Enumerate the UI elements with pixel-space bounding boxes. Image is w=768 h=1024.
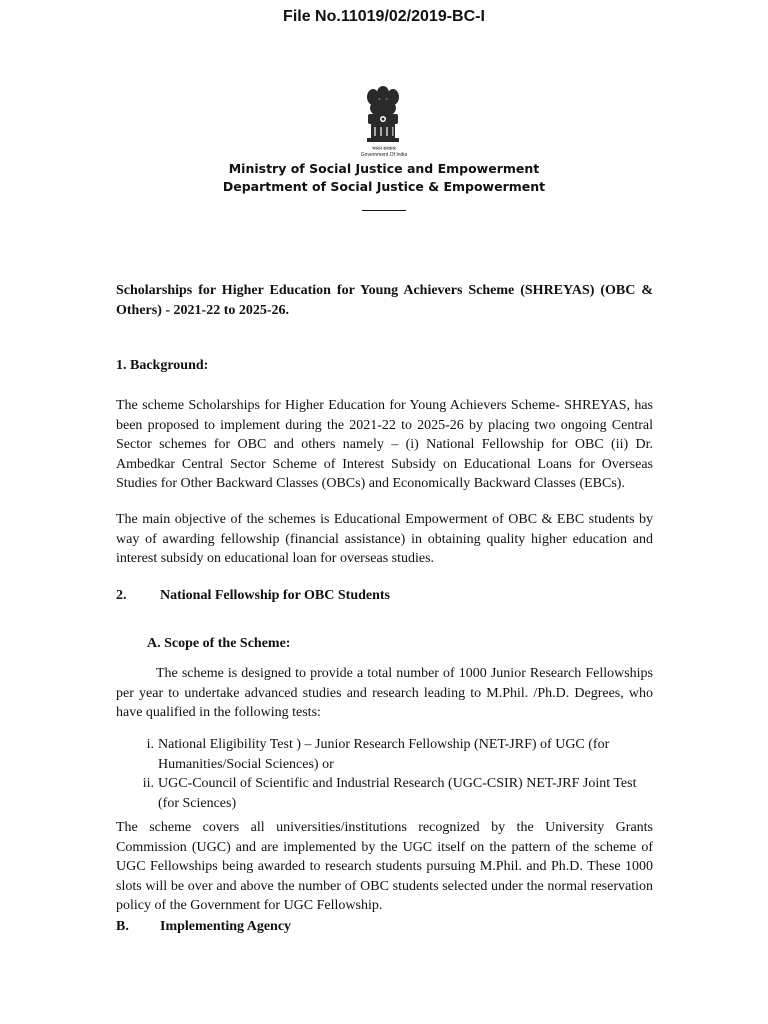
tests-list (132, 735, 653, 813)
department-name: Department of Social Justice & Empowerment (222, 179, 546, 194)
section-2-heading (116, 586, 653, 606)
coverage-paragraph: The scheme covers all universities/institutions recognized by the University Grants Commission (UGC) and are implemented by the UGC itself on the pattern of the scheme of UGC Fellowships being awarded to research students pursuing M.Phil. and Ph.D. These 1000 slots will be over and above the number of OBC students selected under the normal reservation policy of the Government for UGC Fellowship. (116, 820, 653, 913)
scope-paragraph-text: The scheme is designed to provide a total number of 1000 Junior Research Fellowships per year to undertake advanced studies and research leading to M.Phil. /Ph.D. Degrees, who have qualified in the following tests: (116, 666, 653, 720)
list-item (132, 735, 653, 774)
section-b-number: B. (116, 919, 129, 934)
ministry-name: Ministry of Social Justice and Empowerment (228, 161, 540, 176)
file-number: File No.11019/02/2019-BC-I (283, 8, 485, 25)
divider (362, 210, 406, 211)
background-paragraph-1: The scheme Scholarships for Higher Education for Young Achievers Scheme- SHREYAS, has been proposed to implement during the 2021-22 to 2025-26 by placing two ongoing Central Sector schemes for OBC and others namely – (i) National Fellowship for OBC (ii) Dr. Ambedkar Central Sector Scheme of Interest Subsidy on Educational Loans for Overseas Studies for Other Backward Classes (OBCs) and Economically Backward Classes (EBCs). (116, 398, 653, 491)
section-b-title: Implementing Agency (160, 919, 292, 934)
list-marker: ii. (142, 776, 154, 791)
scope-paragraph (116, 664, 653, 723)
background-paragraph-2: The main objective of the schemes is Educational Empowerment of OBC & EBC students by way of awarding fellowship (financial assistance) in obtaining quality higher education and interest subsidy on educational loan for overseas studies. (116, 512, 653, 566)
section-2-title: National Fellowship for OBC Students (160, 588, 390, 603)
document-title: Scholarships for Higher Education for Young Achievers Scheme (SHREYAS) (OBC & Others) - 2021-22 to 2025-26. (116, 283, 653, 318)
national-emblem-icon (359, 84, 407, 146)
emblem-caption-hindi: भारत सरकार (372, 146, 396, 152)
section-2-number: 2. (116, 588, 127, 603)
background-heading: 1. Background: (116, 358, 209, 373)
list-marker: i. (146, 737, 154, 752)
section-b-heading (116, 917, 653, 937)
emblem-caption: Government Of India (360, 152, 408, 158)
list-item (132, 774, 653, 813)
list-item-text: UGC-Council of Scientific and Industrial Research (UGC-CSIR) NET-JRF Joint Test (for Sciences) (158, 776, 637, 811)
list-item-text: National Eligibility Test ) – Junior Research Fellowship (NET-JRF) of UGC (for Humanities/Social Sciences) or (158, 737, 610, 772)
section-a-heading: A. Scope of the Scheme: (147, 636, 291, 651)
